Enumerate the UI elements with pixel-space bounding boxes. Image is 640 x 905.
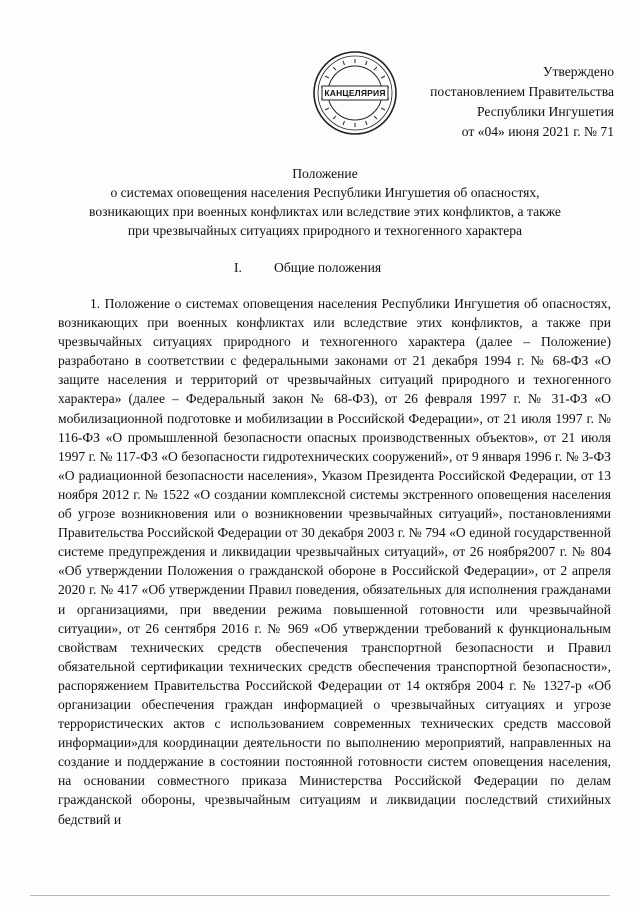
approval-line-approved: Утверждено — [542, 64, 614, 79]
document-title — [40, 164, 610, 240]
section-title: Общие положения — [274, 260, 382, 275]
approval-line-republic: Республики Ингушетия — [476, 104, 614, 119]
title-line: о системах оповещения населения Республики Ингушетия об опасностях, — [110, 185, 540, 200]
approval-line-date-number: от «04» июня 2021 г. № 71 — [461, 124, 614, 139]
section-heading — [234, 258, 381, 277]
title-line: при чрезвычайных ситуациях природного и техногенного характера — [127, 223, 523, 238]
approval-line-resolution: постановлением Правительства — [430, 84, 614, 99]
title-heading: Положение — [292, 166, 358, 181]
chancellery-stamp — [312, 50, 398, 136]
paragraph-1: 1. Положение о системах оповещения населения Республики Ингушетия об опасностях, возникающих при военных конфликтах или вследствие этих конфликтов, а также при чрезвычайных ситуациях природного и техногенного характера (далее – Положение) разработано в соответствии с федеральными законами от 21 декабря 1994 г. № 68-ФЗ «О защите населения и территорий от чрезвычайных ситуаций природного и техногенного характера» (далее – Федеральный закон № 68-ФЗ), от 26 февраля 1997 г. № 31-ФЗ «О мобилизационной подготовке и мобилизации в Российской Федерации», от 21 июля 1997 г. № 116-ФЗ «О промышленной безопасности опасных производственных объектов», от 21 июля 1997 г. № 117-ФЗ «О безопасности гидротехнических сооружений», от 9 января 1996 г. № 3-ФЗ «О радиационной безопасности населения», Указом Президента Российской Федерации, от 13 ноября 2012 г. № 1522 «О создании комплексной системы экстренного оповещения населения об угрозе возникновения или о возникновении чрезвычайных ситуаций», постановлениями Правительства Российской Федерации от 30 декабря 2003 г. № 794 «О единой государственной системе предупреждения и ликвидации чрезвычайных ситуаций», от 26 ноября2007 г. № 804 «Об утверждении Положения о гражданской обороне в Российской Федерации», от 2 апреля 2020 г. № 417 «Об утверждении Правил поведения, обязательных для исполнения гражданами и организациями, при введении режима повышенной готовности или чрезвычайной ситуации», от 26 сентября 2016 г. № 969 «Об утверждении требований к функциональным свойствам технических средств обеспечения транспортной безопасности и Правил обязательной сертификации технических средств обеспечения транспортной безопасности», распоряжением Правительства Российской Федерации от 14 октября 2004 г. № 1327-р «Об организации обеспечения граждан информацией о чрезвычайных ситуациях и угрозе террористических актов с использованием современных технических средств массовой информации»для координации деятельности по выполнению мероприятий, направленных на создание и поддержание в состоянии постоянной готовности систем оповещения населения, на основании совместного приказа Министерства Российской Федерации по делам гражданской обороны, чрезвычайным ситуациям и ликвидации последствий стихийных бедствий и — [58, 296, 611, 827]
approval-block — [430, 62, 614, 142]
section-number: I. — [234, 260, 242, 275]
title-line: возникающих при военных конфликтах или вследствие этих конфликтов, а также — [89, 204, 561, 219]
stamp-label: КАНЦЕЛЯРИЯ — [324, 88, 386, 98]
page-bottom-edge — [30, 895, 610, 896]
